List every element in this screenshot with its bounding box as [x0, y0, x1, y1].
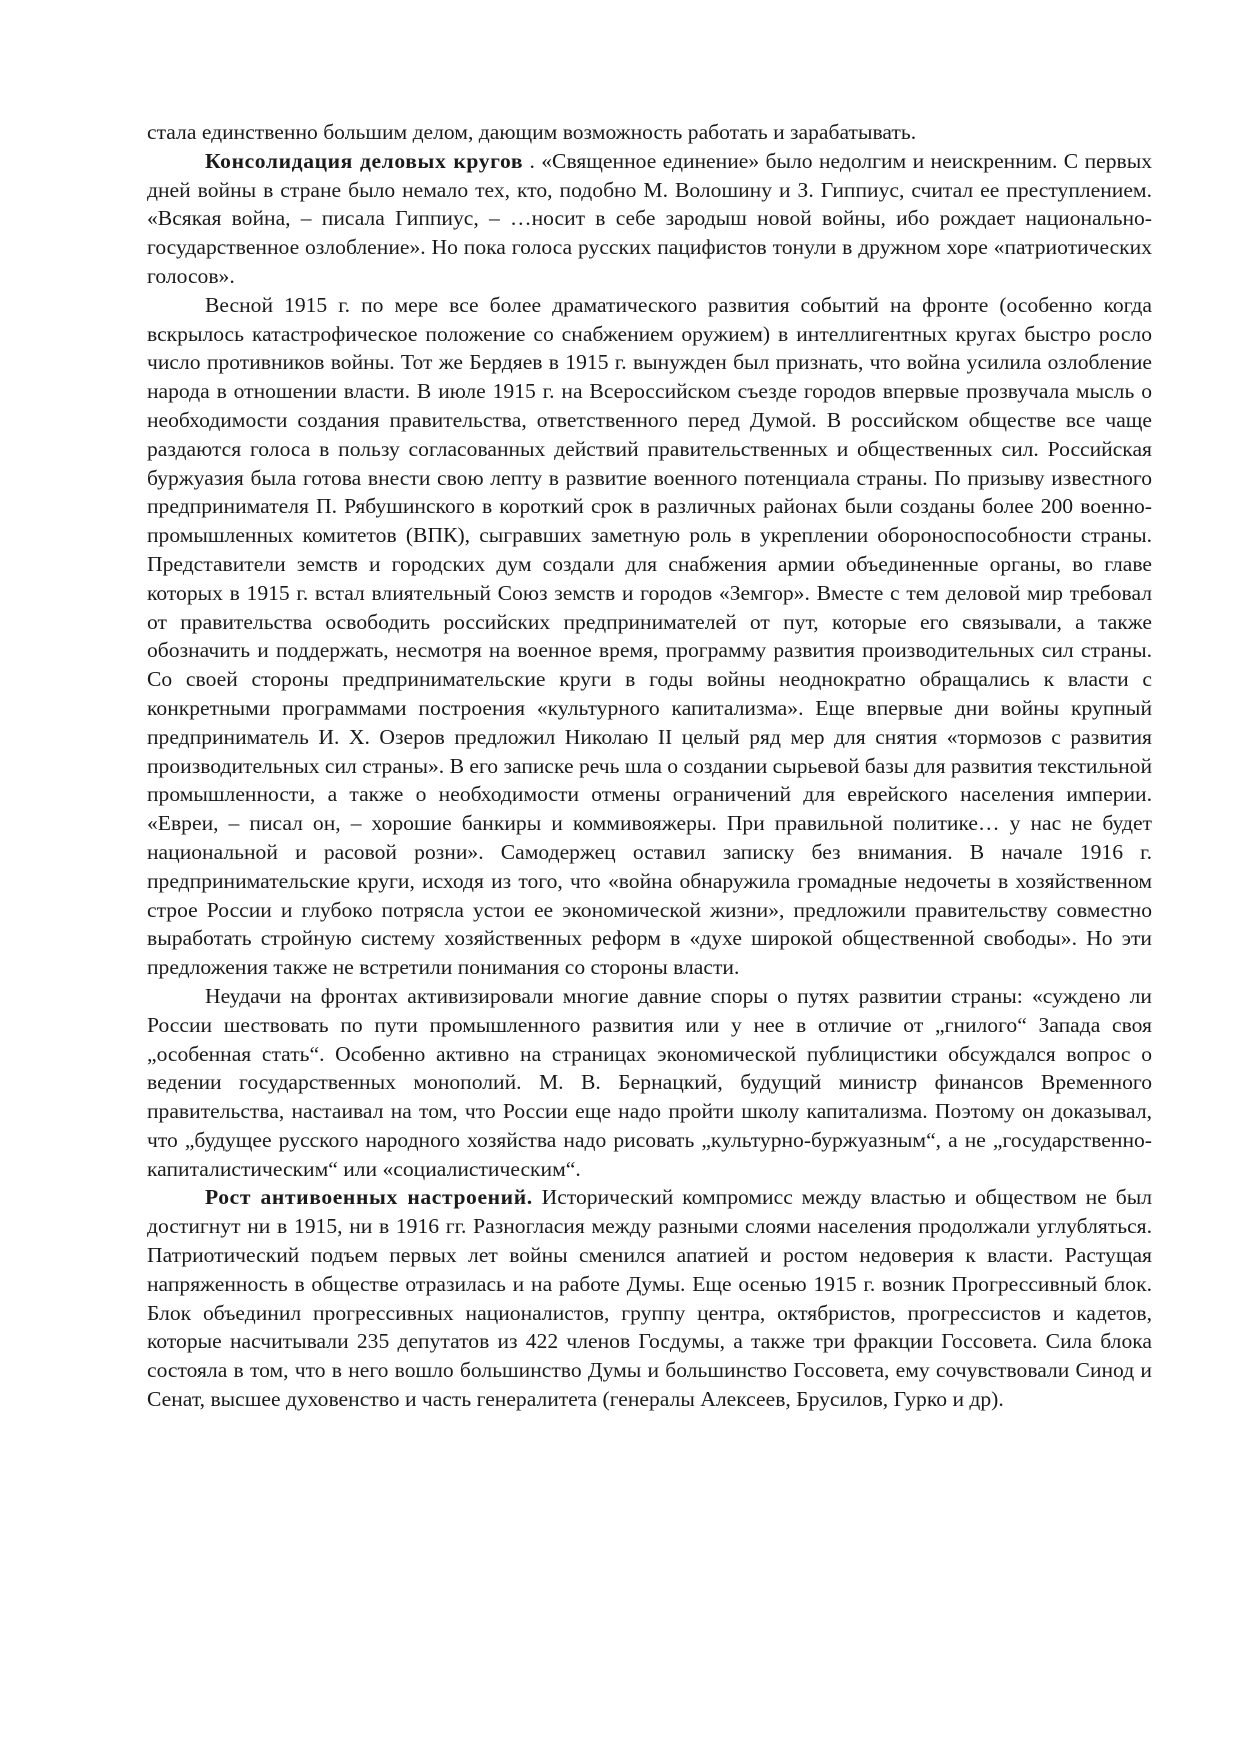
paragraph-continuation [147, 118, 1152, 147]
paragraph-text: Исторический компромисс между властью и обществом не был достигнут ни в 1915, ни в 1916 гг. Разногласия между разными слоями населения продолжали углубляться. Патриотический подъем первых лет войны сменился апатией и ростом недоверия к власти. Растущая напряженность в обществе отразилась и на работе Думы. Еще осенью 1915 г. возник Прогрессивный блок. Блок объединил прогрессивных националистов, группу центра, октябристов, прогрессистов и кадетов, которые насчитывали 235 депутатов из 422 членов Госдумы, а также три фракции Госсовета. Сила блока состояла в том, что в него вошло большинство Думы и большинство Госсовета, ему сочувствовали Синод и Сенат, высшее духовенство и часть генералитета (генералы Алексеев, Брусилов, Гурко и др). [147, 1185, 1152, 1412]
document-page [147, 118, 1152, 1414]
paragraph-text: стала единственно большим делом, дающим возможность работать и зарабатывать. [147, 120, 917, 144]
section-heading: Рост антивоенных настроений. [205, 1185, 533, 1210]
paragraph-text: . «Священное единение» было недолгим и неискренним. С первых дней войны в стране было немало тех, кто, подобно М. Волошину и З. Гиппиус, считал ее преступлением. «Всякая война, – писала Гиппиус, – …носит в себе зародыш новой войны, ибо рождает национально-государственное озлобление». Но пока голоса русских пацифистов тонули в дружном хоре «патриотических голосов». [147, 148, 1153, 288]
section-heading: Консолидация деловых кругов [205, 148, 524, 173]
paragraph-text: Весной 1915 г. по мере все более драматического развития событий на фронте (особенно когда вскрылось катастрофическое положение со снабжением оружием) в интеллигентных кругах быстро росло число противников войны. Тот же Бердяев в 1915 г. вынужден был признать, что война усилила озлобление народа в отношении власти. В июле 1915 г. на Всероссийском съезде городов впервые прозвучала мысль о необходимости создания правительства, ответственного перед Думой. В российском обществе все чаще раздаются голоса в пользу согласованных действий правительственных и общественных сил. Российская буржуазия была готова внести свою лепту в развитие военного потенциала страны. По призыву известного предпринимателя П. Рябушинского в короткий срок в различных районах были созданы более 200 военно-промышленных комитетов (ВПК), сыгравших заметную роль в укреплении обороноспособности страны. Представители земств и городских дум создали для снабжения армии объединенные органы, во главе которых в 1915 г. встал влиятельный Союз земств и городов «Земгор». Вместе с тем деловой мир требовал от правительства освободить российских предпринимателей от пут, которые его связывали, а также обозначить и поддержать, несмотря на военное время, программу развития производительных сил страны. Со своей стороны предпринимательские круги в годы войны неоднократно обращались к власти с конкретными программами построения «культурного капитализма». Еще впервые дни войны крупный предприниматель И. Х. Озеров предложил Николаю II целый ряд мер для снятия «тормозов с развития производительных сил страны». В его записке речь шла о создании сырьевой базы для развития текстильной промышленности, а также о необходимости отмены ограничений для еврейского населения империи. «Евреи, – писал он, – хорошие банкиры и коммивояжеры. При правильной политике… у нас не будет национальной и расовой розни». Самодержец оставил записку без внимания. В начале 1916 г. предпринимательские круги, исходя из того, что «война обнаружила громадные недочеты в хозяйственном строе России и глубоко потрясла устои ее экономической жизни», предложили правительству совместно выработать стройную систему хозяйственных реформ в «духе широкой общественной свободы». Но эти предложения также не встретили понимания со стороны власти. [147, 292, 1152, 980]
paragraph-antiwar [147, 1183, 1152, 1413]
paragraph-consolidation [147, 147, 1152, 291]
paragraph-disputes [147, 982, 1152, 1184]
paragraph-text: Неудачи на фронтах активизировали многие давние споры о путях развитии страны: «суждено ли России шествовать по пути промышленного развития или у нее в отличие от „гнилого“ Запада своя „особенная стать“. Особенно активно на страницах экономической публицистики обсуждался вопрос о ведении государственных монополий. М. В. Бернацкий, будущий министр финансов Временного правительства, настаивал на том, что России еще надо пройти школу капитализма. Поэтому он доказывал, что „будущее русского народного хозяйства надо рисовать „культурно-буржуазным“, а не „государственно-капиталистическим“ или «социалистическим“. [147, 983, 1152, 1181]
paragraph-spring-1915 [147, 291, 1152, 982]
